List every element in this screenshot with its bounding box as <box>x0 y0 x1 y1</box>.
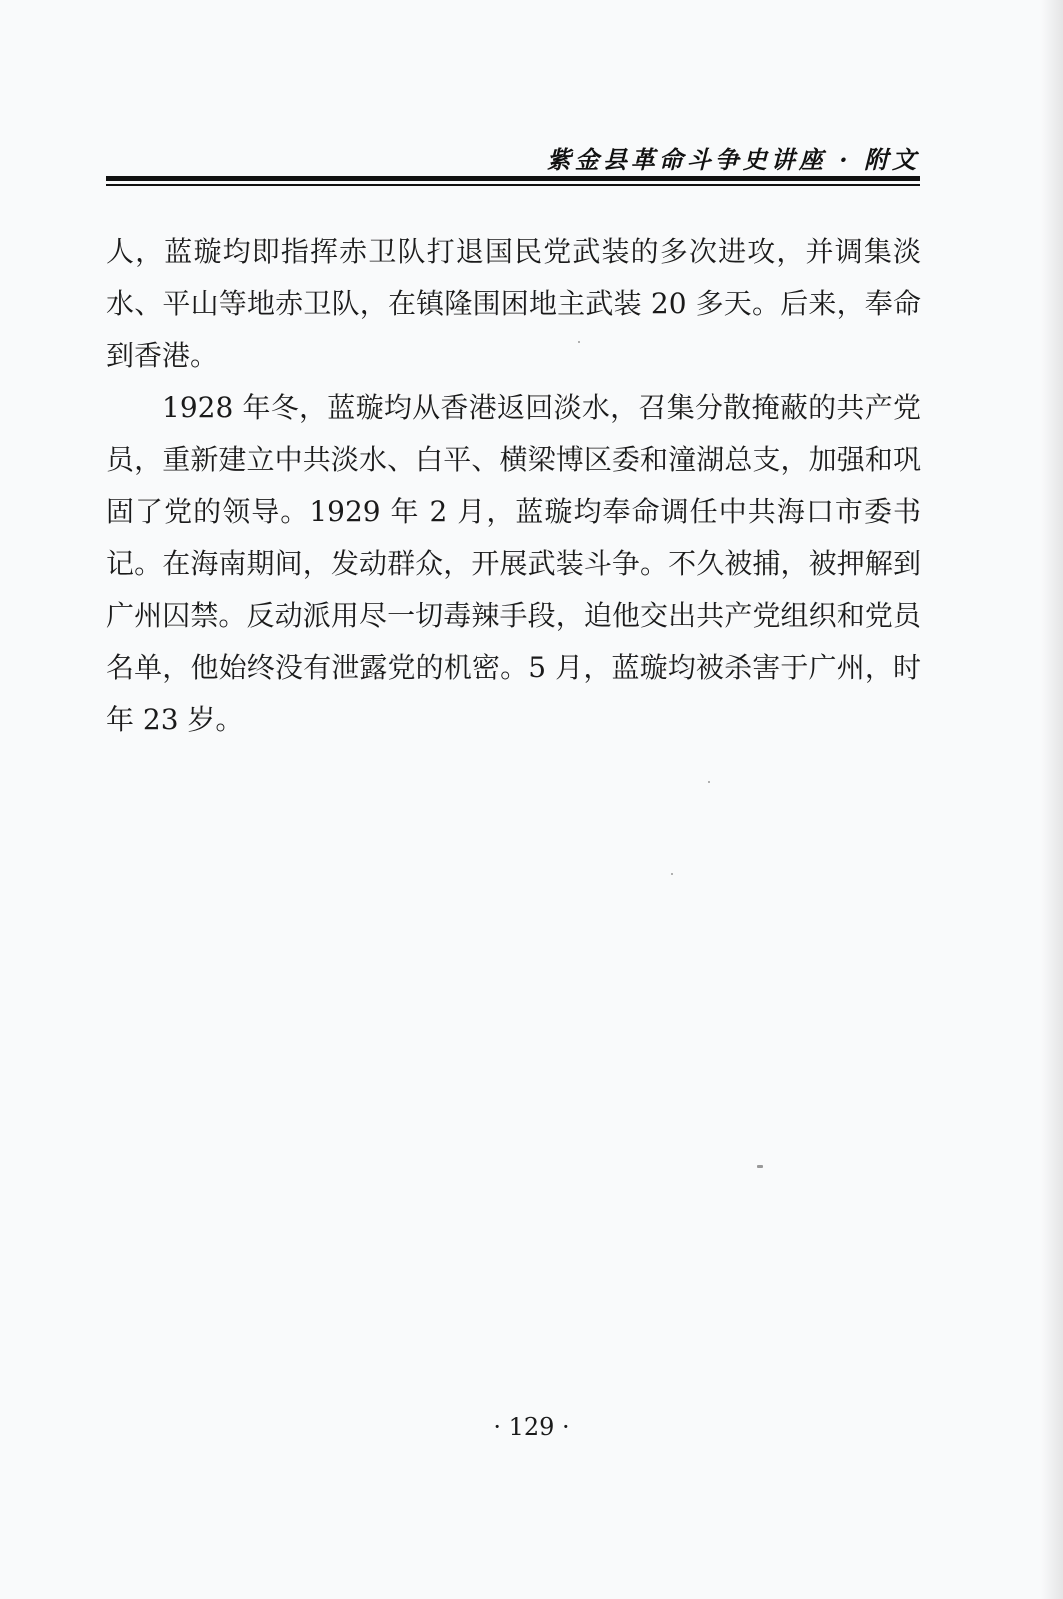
paragraph: 1928 年冬，蓝璇均从香港返回淡水，召集分散掩蔽的共产党员，重新建立中共淡水、白平、横梁博区委和潼湖总支，加强和巩固了党的领导。1929 年 2 月，蓝璇均奉命调任中共海口市委书记。在海南期间，发动群众，开展武装斗争。不久被捕，被押解到广州囚禁。反动派用尽一切毒辣手段，迫他交出共产党组织和党员名单，他始终没有泄露党的机密。5 月，蓝璇均被杀害于广州，时年 23 岁。 <box>106 391 921 736</box>
scan-speck <box>671 873 673 875</box>
page-number: · 129 · <box>493 1413 570 1441</box>
header-rule-thick <box>106 176 920 181</box>
paragraph-continued: 人，蓝璇均即指挥赤卫队打退国民党武装的多次进攻，并调集淡水、平山等地赤卫队，在镇隆围困地主武装 20 多天。后来，奉命到香港。 <box>106 235 921 372</box>
scan-speck <box>708 781 710 783</box>
page-edge-shadow <box>1041 0 1063 1599</box>
body-text <box>106 226 921 746</box>
scan-speck <box>757 1165 763 1168</box>
running-header: 紫金县革命斗争史讲座 · 附文 <box>546 145 920 174</box>
header-rule-thin <box>106 184 920 186</box>
scan-speck <box>578 341 580 343</box>
